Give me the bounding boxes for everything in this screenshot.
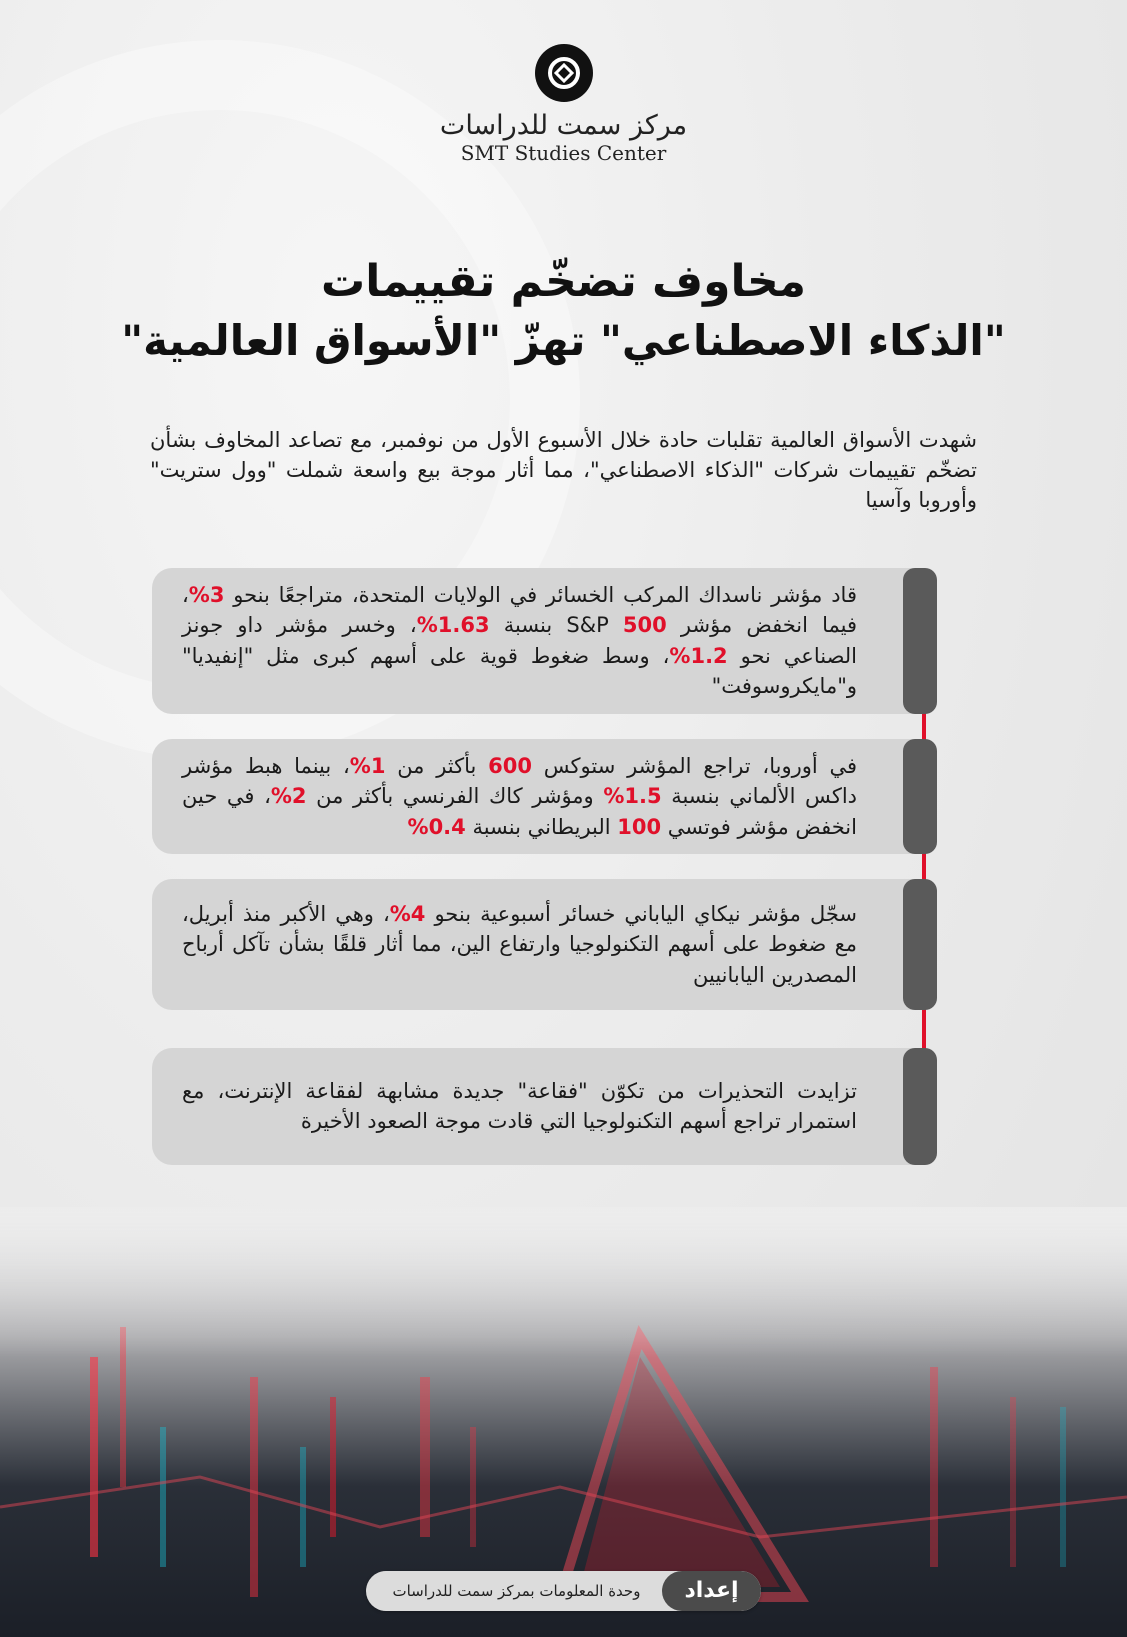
card-text [182,899,857,990]
card-text [182,751,857,842]
card-text-segment: البريطاني بنسبة [465,814,618,839]
highlighted-figure: 1.63% [416,613,490,638]
highlighted-figure: 500 [622,613,667,638]
card-text-segment: قاد مؤشر ناسداك المركب الخسائر في الولايات المتحدة، متراجعًا بنحو [224,583,857,607]
logo-name-english: SMT Studies Center [460,141,667,165]
card-side-bar [903,568,937,714]
brand-logo [0,44,1127,165]
card-text-segment: تزايدت التحذيرات من تكوّن "فقاعة" جديدة مشابهة لفقاعة الإنترنت، مع استمرار تراجع أسهم التكنولوجيا التي قادت موجة الصعود الأخيرة [182,1079,857,1134]
card-text-segment: ، فيما انخفض مؤشر S&P [182,583,857,638]
highlighted-figure: 0.4% [407,814,466,839]
card-text-segment: ، وخسر مؤشر داو جونز الصناعي نحو [182,613,858,668]
page-title [60,254,1067,368]
info-card-europe-markets [152,739,937,854]
title-line-2: "الذكاء الاصطناعي" تهزّ "الأسواق العالمية" [121,316,1006,366]
credits-text: وحدة المعلومات بمركز سمت للدراسات [392,1582,641,1600]
highlighted-figure: 3% [188,583,225,607]
highlighted-figure: 1.2% [669,643,728,668]
highlighted-figure: 1% [349,754,386,778]
card-text-segment: ، بينما هبط مؤشر داكس الألماني بنسبة [182,754,858,809]
info-card-bubble-warning [152,1048,937,1165]
title-line-1: مخاوف تضخّم تقييمات [320,256,806,307]
card-side-bar [903,1048,937,1165]
info-card-japan-markets [152,879,937,1010]
card-text-segment: ، وسط ضغوط قوية على أسهم كبرى مثل "إنفيديا" و"مايكروسوفت" [182,643,857,699]
highlighted-figure: 600 [488,754,532,778]
highlighted-figure: 4% [389,902,426,926]
card-text-segment: ومؤشر كاك الفرنسي بأكثر من [306,784,604,809]
logo-name-arabic: مركز سمت للدراسات [439,110,688,141]
card-text-segment: ، في حين انخفض مؤشر فوتسي [182,784,857,839]
card-side-bar [903,879,937,1010]
card-text-segment: بأكثر من [385,754,489,778]
card-text-segment: ، وهي الأكبر منذ أبريل، مع ضغوط على أسهم التكنولوجيا وارتفاع الين، مما أثار قلقًا بشأن تآكل أرباح المصدرين اليابانيين [182,902,857,987]
card-text-segment: سجّل مؤشر نيكاي الياباني خسائر أسبوعية بنحو [425,902,857,926]
credits-footer [0,1571,1127,1611]
card-text-segment: بنسبة [489,613,567,638]
card-text [182,1076,857,1137]
highlighted-figure: 100 [617,814,662,839]
card-text-segment: في أوروبا، تراجع المؤشر ستوكس [531,754,858,778]
info-card-us-markets [152,568,937,714]
credits-label: إعداد [662,1571,760,1611]
card-side-bar [903,739,937,854]
highlighted-figure: 1.5% [603,784,662,809]
intro-paragraph: شهدت الأسواق العالمية تقلبات حادة خلال الأسبوع الأول من نوفمبر، مع تصاعد المخاوف بشأن تضخّم تقييمات شركات "الذكاء الاصطناعي"، مما أثار موجة بيع واسعة شملت "وول ستريت" وأوروبا وآسيا [150,428,977,512]
card-text [182,580,857,702]
credits-pill [366,1571,760,1611]
highlighted-figure: 2% [270,784,307,809]
smt-logo-icon [535,44,593,102]
